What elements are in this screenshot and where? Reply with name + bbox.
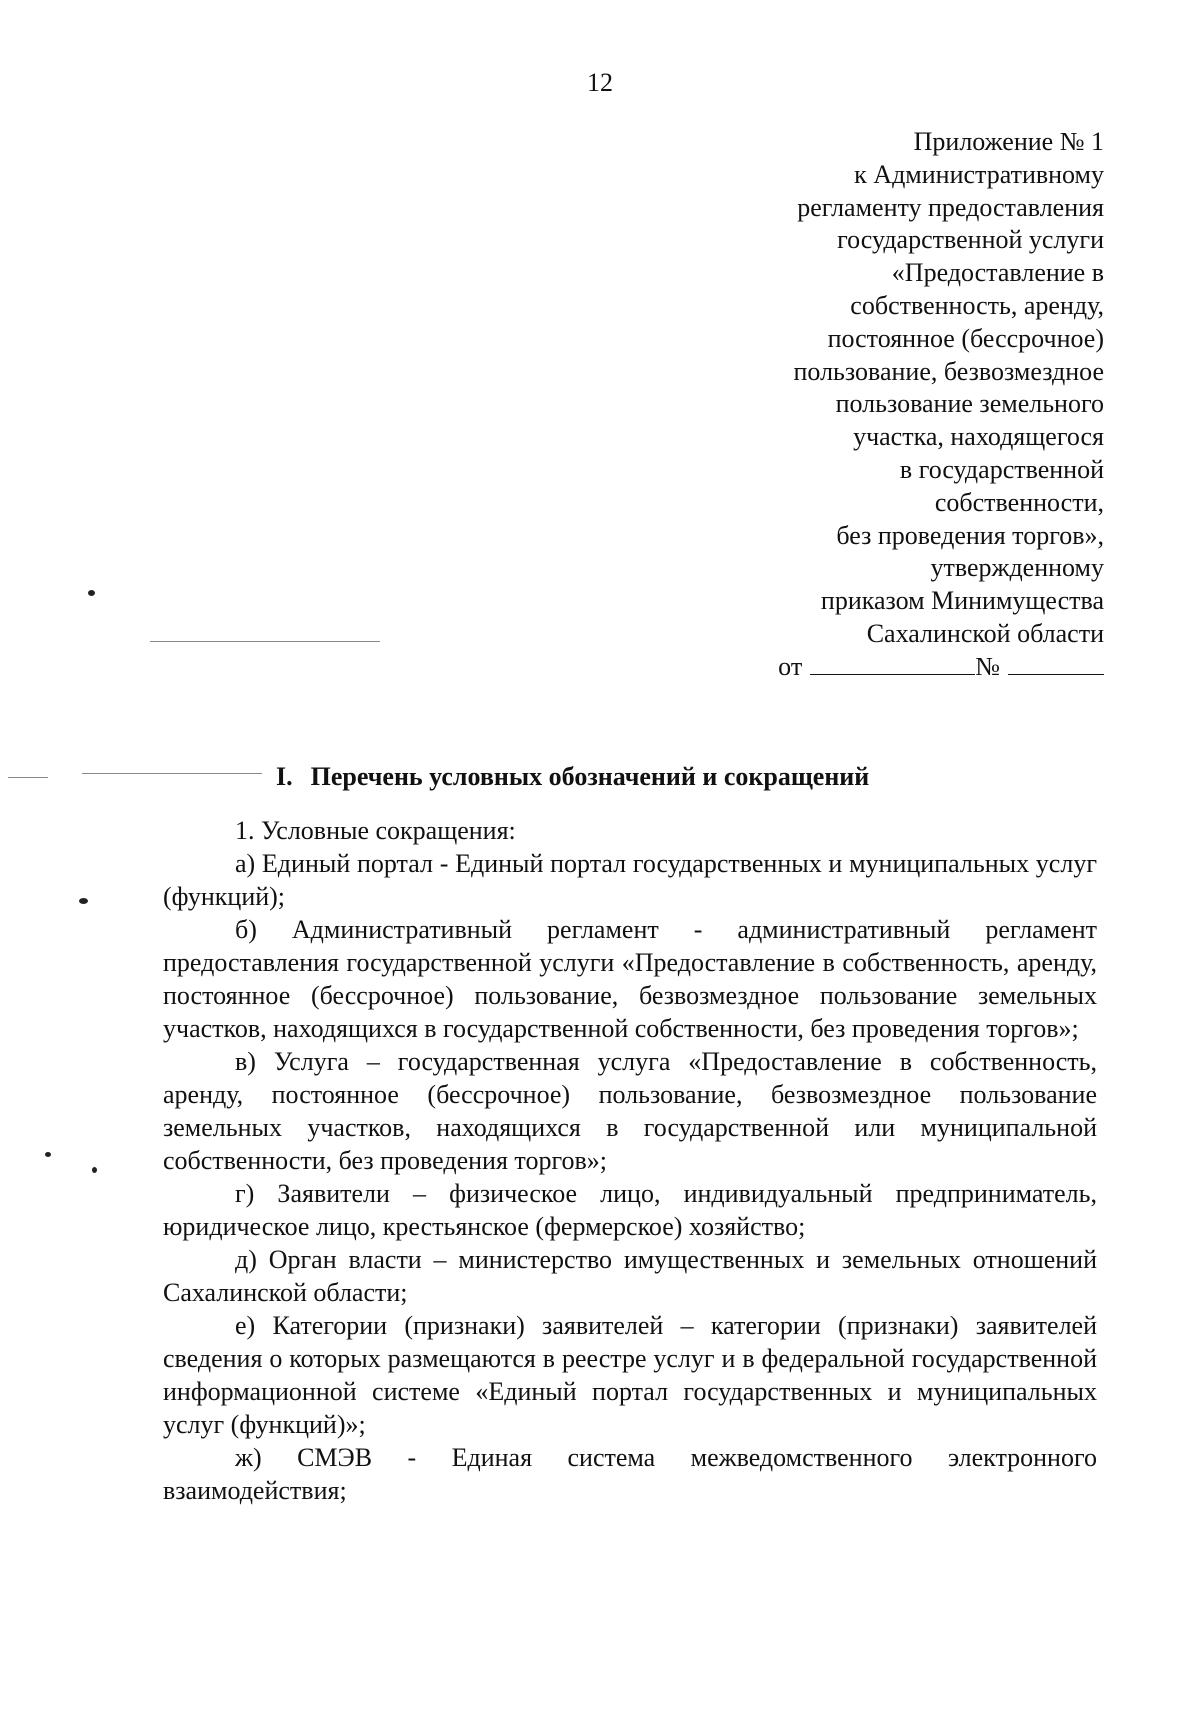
section-heading xyxy=(276,760,869,793)
annex-line: без проведения торгов», xyxy=(836,520,1104,550)
scan-line xyxy=(150,641,380,642)
annex-line: постоянное (бессрочное) xyxy=(827,323,1104,353)
annex-line: собственности, xyxy=(934,487,1104,517)
paragraph: в) Услуга – государственная услуга «Предоставление в собственность, аренду, постоянное (бессрочное) пользование, безвозмездное пользование земельных участков, находящихся в государственной или муниципальной собственности, без проведения торгов»; xyxy=(163,1047,1097,1175)
annex-line: Приложение № 1 xyxy=(913,127,1104,156)
scan-line xyxy=(8,777,48,778)
number-sign: № xyxy=(975,651,1000,681)
paragraph: б) Административный регламент - административный регламент предоставления государственной услуги «Предоставление в собственность, аренду, постоянное (бессрочное) пользование, безвозмездное пользование земельных участков, находящихся в государственной собственности, без проведения торгов»; xyxy=(163,915,1097,1043)
annex-line: собственность, аренду, xyxy=(850,290,1104,320)
annex-block xyxy=(644,126,1104,684)
section-title: Перечень условных обозначений и сокращений xyxy=(310,762,870,791)
annex-line: приказом Минимущества xyxy=(820,586,1104,616)
annex-line: пользование земельного xyxy=(835,389,1104,419)
section-number: I. xyxy=(276,762,293,791)
annex-line: в государственной xyxy=(899,454,1104,484)
scan-speck xyxy=(45,1152,51,1157)
paragraph: ж) СМЭВ - Единая система межведомственного электронного взаимодействия; xyxy=(163,1443,1097,1505)
annex-line: регламенту предоставления xyxy=(797,192,1104,222)
scan-speck xyxy=(88,590,95,596)
annex-line: государственной услуги xyxy=(837,225,1104,255)
scan-line xyxy=(82,773,262,774)
annex-line: Сахалинской области xyxy=(866,618,1104,648)
paragraph: 1. Условные сокращения: xyxy=(235,816,516,845)
annex-line: «Предоставление в xyxy=(891,258,1104,288)
date-number-line xyxy=(644,651,1104,684)
paragraph: а) Единый портал - Единый портал государственных и муниципальных услуг (функций); xyxy=(163,849,1097,911)
page-number: 12 xyxy=(587,68,613,97)
date-blank xyxy=(810,652,975,675)
paragraph: д) Орган власти – министерство имущественных и земельных отношений Сахалинской области; xyxy=(163,1245,1097,1307)
body-text xyxy=(163,814,1097,1507)
annex-line: пользование, безвозмездное xyxy=(793,356,1104,386)
paragraph: е) Категории (признаки) заявителей – категории (признаки) заявителей сведения о которых размещаются в реестре услуг и в федеральной государственной информационной системе «Единый портал государственных и муниципальных услуг (функций)»; xyxy=(163,1311,1097,1439)
scan-speck xyxy=(79,898,88,904)
annex-line: участка, находящегося xyxy=(853,422,1104,452)
scan-speck xyxy=(92,1167,97,1173)
number-blank xyxy=(1008,652,1104,675)
paragraph: г) Заявители – физическое лицо, индивидуальный предприниматель, юридическое лицо, крестьянское (фермерское) хозяйство; xyxy=(163,1179,1097,1241)
date-prefix: от xyxy=(778,651,803,681)
annex-line: к Административному xyxy=(854,159,1104,189)
annex-line: утвержденному xyxy=(930,553,1104,583)
